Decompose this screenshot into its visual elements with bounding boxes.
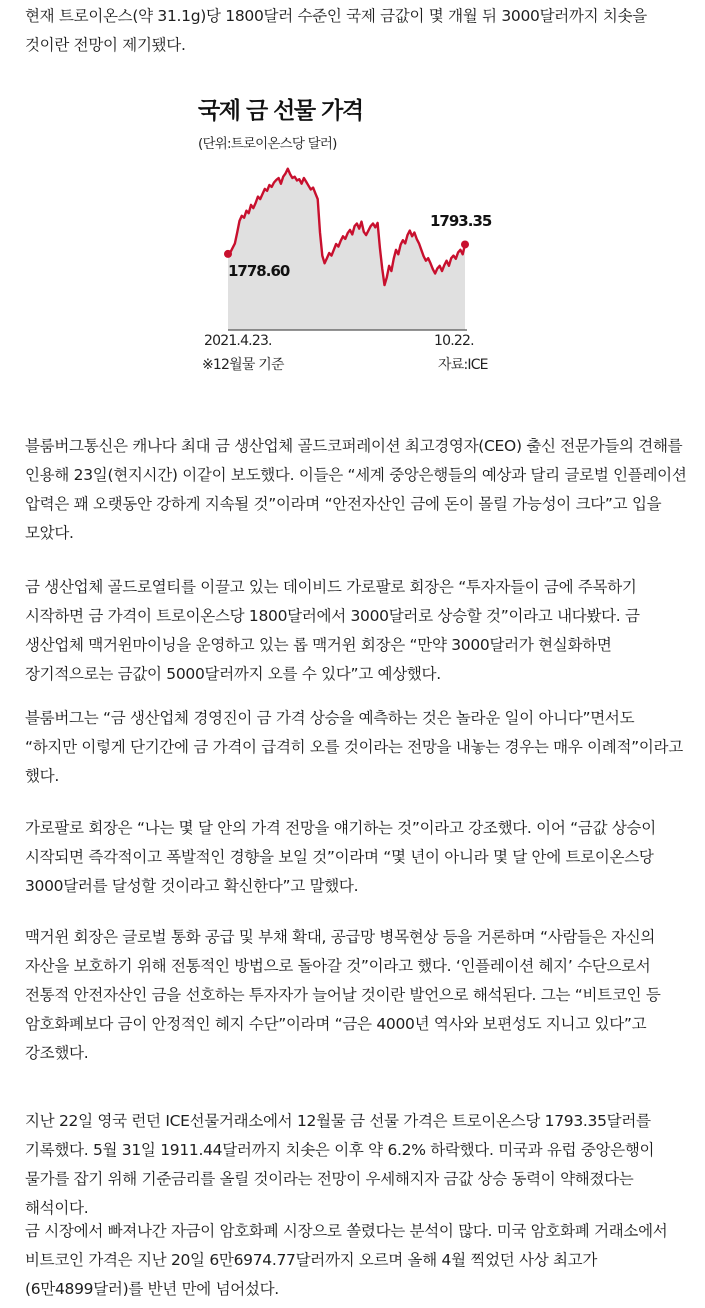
paragraph-5: 맥거윈 회장은 글로벌 통화 공급 및 부채 확대, 공급망 병목현상 등을 거론하며 “사람들은 자신의 자산을 보호하기 위해 전통적인 방법으로 돌아갈 것”이라고 했다. ‘인플레이션 헤지’ 수단으로서 전통적 안전자산인 금을 선호하는 투자자가 늘어날 것이란 발언으로 해석된다. 그는 “비트코인 등 암호화폐보다 금이 안정적인 헤지 수단”이라며 “금은 4000년 역사와 보편성도 지니고 있다”고 강조했다.	[25, 928, 661, 1062]
x-end-label: 10.22.	[434, 333, 474, 349]
chart-start-point	[224, 250, 232, 258]
paragraph-2: 금 생산업체 골드로열티를 이끌고 있는 데이비드 가로팔로 회장은 “투자자들이 금에 주목하기 시작하면 금 가격이 트로이온스당 1800달러에서 3000달러로 상승할 것”이라고 내다봤다. 금 생산업체 맥거윈마이닝을 운영하고 있는 롭 맥거윈 회장은 “만약 3000달러가 현실화하면 장기적으로는 금값이 5000달러까지 오를 수 있다”고 예상했다.	[25, 578, 640, 683]
chart-note: ※12월물 기준	[202, 357, 284, 373]
paragraph-1: 블룸버그통신은 캐나다 최대 금 생산업체 골드코퍼레이션 최고경영자(CEO) 출신 전문가들의 견해를 인용해 23일(현지시간) 이같이 보도했다. 이들은 “세계 중앙은행들의 예상과 달리 글로벌 인플레이션 압력은 꽤 오랫동안 강하게 지속될 것”이라며 “안전자산인 금에 돈이 몰릴 가능성이 크다”고 입을 모았다.	[25, 437, 687, 542]
chart-title: 국제 금 선물 가격	[198, 98, 363, 124]
chart-end-point	[461, 240, 469, 248]
paragraph-4: 가로팔로 회장은 “나는 몇 달 안의 가격 전망을 얘기하는 것”이라고 강조했다. 이어 “금값 상승이 시작되면 즉각적이고 폭발적인 경향을 보일 것”이라며 “몇 년이 아니라 몇 달 안에 트로이온스당 3000달러를 달성할 것이라고 확신한다”고 말했다.	[25, 819, 656, 895]
start-value-label: 1778.60	[228, 262, 290, 280]
paragraph-7: 금 시장에서 빠져나간 자금이 암호화폐 시장으로 쏠렸다는 분석이 많다. 미국 암호화폐 거래소에서 비트코인 가격은 지난 20일 6만6974.77달러까지 오르며 올해 4월 찍었던 사상 최고가(6만4899달러)를 반년 만에 넘어섰다.	[25, 1222, 668, 1298]
chart-unit-label: (단위:트로이온스당 달러)	[198, 136, 337, 152]
paragraph-6: 지난 22일 영국 런던 ICE선물거래소에서 12월물 금 선물 가격은 트로이온스당 1793.35달러를 기록했다. 5월 31일 1911.44달러까지 치솟은 이후 약 6.2% 하락했다. 미국과 유럽 중앙은행이 물가를 잡기 위해 기준금리를 올릴 것이라는 전망이 우세해지자 금값 상승 동력이 약해졌다는 해석이다.	[25, 1112, 655, 1217]
paragraph-lead: 현재 트로이온스(약 31.1g)당 1800달러 수준인 국제 금값이 몇 개월 뒤 3000달러까지 치솟을 것이란 전망이 제기됐다.	[25, 7, 647, 54]
paragraph-3: 블룸버그는 “금 생산업체 경영진이 금 가격 상승을 예측하는 것은 놀라운 일이 아니다”면서도 “하지만 이렇게 단기간에 금 가격이 급격히 오를 것이라는 전망을 내놓는 경우는 매우 이례적”이라고 했다.	[25, 709, 683, 785]
gold-price-chart	[180, 88, 520, 388]
x-start-label: 2021.4.23.	[204, 333, 272, 349]
end-value-label: 1793.35	[430, 212, 492, 230]
chart-source: 자료:ICE	[438, 357, 488, 373]
